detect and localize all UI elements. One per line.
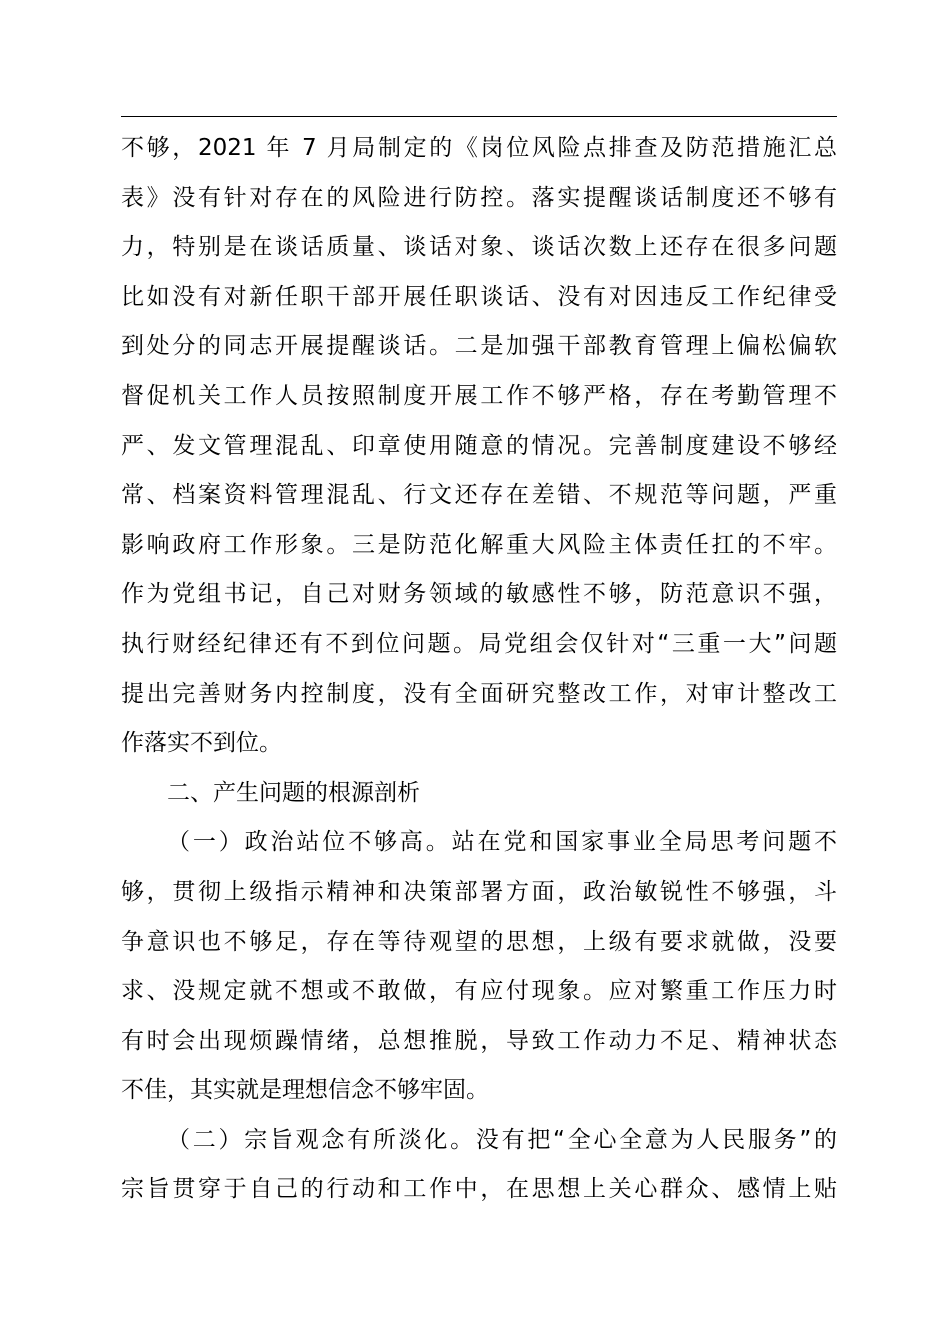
text-line: 督促机关工作人员按照制度开展工作不够严格，存在考勤管理不 — [121, 382, 837, 409]
text-line: （二）宗旨观念有所淡化。没有把“全心全意为人民服务”的 — [167, 1126, 837, 1153]
text-line: 提出完善财务内控制度，没有全面研究整改工作，对审计整改工 — [121, 680, 837, 707]
text-line: 不够，2021 年 7 月局制定的《岗位风险点排查及防范措施汇总 — [121, 135, 837, 161]
text-line: 宗旨贯穿于自己的行动和工作中，在思想上关心群众、感情上贴 — [121, 1176, 837, 1203]
text-line: 执行财经纪律还有不到位问题。局党组会仅针对“三重一大”问题 — [121, 630, 837, 657]
text-line: 力，特别是在谈话质量、谈话对象、谈话次数上还存在很多问题 — [121, 234, 837, 261]
section-heading: 二、产生问题的根源剖析 — [167, 779, 420, 806]
text-line: 严、发文管理混乱、印章使用随意的情况。完善制度建设不够经 — [121, 432, 837, 459]
text-line: 常、档案资料管理混乱、行文还存在差错、不规范等问题，严重 — [121, 482, 837, 509]
header-rule — [121, 116, 837, 117]
text-line: 表》没有针对存在的风险进行防控。落实提醒谈话制度还不够有 — [121, 184, 837, 211]
text-line: 作为党组书记，自己对财务领域的敏感性不够，防范意识不强， — [121, 581, 837, 608]
document-body — [121, 124, 837, 1215]
text-line: 不佳，其实就是理想信念不够牢固。 — [121, 1077, 489, 1104]
text-line: 到处分的同志开展提醒谈话。二是加强干部教育管理上偏松偏软 — [121, 333, 837, 360]
text-line: 有时会出现烦躁情绪，总想推脱，导致工作动力不足、精神状态 — [121, 1027, 837, 1054]
text-line: 影响政府工作形象。三是防范化解重大风险主体责任扛的不牢。 — [121, 531, 837, 558]
text-line: 够，贯彻上级指示精神和决策部署方面，政治敏锐性不够强，斗 — [121, 878, 837, 905]
text-line: （一）政治站位不够高。站在党和国家事业全局思考问题不 — [167, 829, 837, 856]
text-line: 求、没规定就不想或不敢做，有应付现象。应对繁重工作压力时 — [121, 978, 837, 1005]
text-line: 争意识也不够足，存在等待观望的思想，上级有要求就做，没要 — [121, 928, 837, 955]
text-line: 作落实不到位。 — [121, 730, 282, 757]
text-line: 比如没有对新任职干部开展任职谈话、没有对因违反工作纪律受 — [121, 283, 837, 310]
